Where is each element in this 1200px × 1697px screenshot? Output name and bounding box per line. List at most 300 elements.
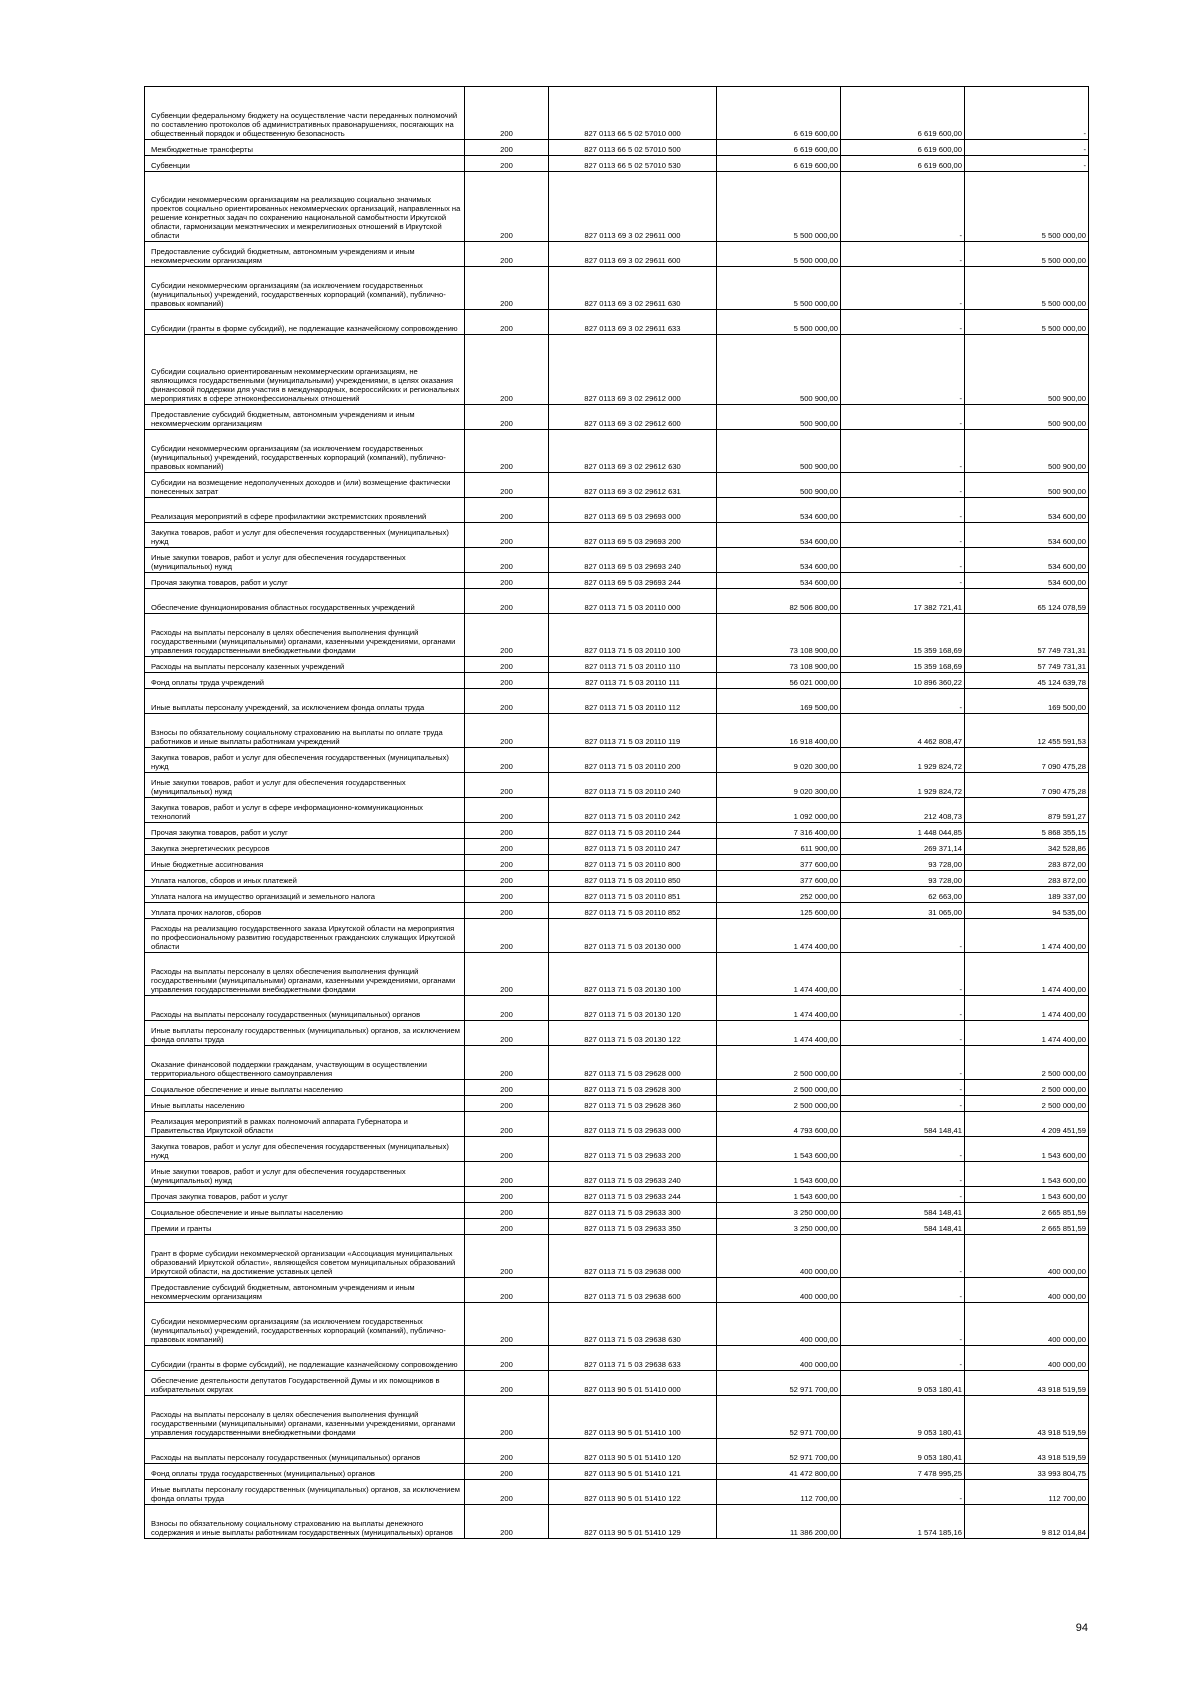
row-unexecuted-amount: 5 500 000,00 — [965, 242, 1089, 267]
row-budget-code: 827 0113 71 5 03 20110 244 — [549, 823, 717, 839]
row-unexecuted-amount: 283 872,00 — [965, 871, 1089, 887]
row-budget-code: 827 0113 69 5 03 29693 244 — [549, 573, 717, 589]
row-budget-code: 827 0113 71 5 03 20110 247 — [549, 839, 717, 855]
row-name: Оказание финансовой поддержки гражданам, участвующим в осуществлении территориального общественного самоуправления — [145, 1046, 465, 1080]
row-budget-code: 827 0113 69 3 02 29612 630 — [549, 430, 717, 473]
row-approved-amount: 16 918 400,00 — [717, 714, 841, 748]
row-unexecuted-amount: 2 500 000,00 — [965, 1080, 1089, 1096]
row-approved-amount: 377 600,00 — [717, 855, 841, 871]
row-budget-code: 827 0113 69 3 02 29612 600 — [549, 405, 717, 430]
row-executed-amount: - — [841, 1096, 965, 1112]
table-row — [145, 1396, 1089, 1439]
row-name: Субсидии некоммерческим организациям (за исключением государственных (муниципальных) учреждений, государственных корпораций (компаний), публично-правовых компаний) — [145, 1303, 465, 1346]
row-executed-amount: - — [841, 1021, 965, 1046]
row-line-code: 200 — [465, 714, 549, 748]
row-name: Расходы на выплаты персоналу государственных (муниципальных) органов — [145, 1439, 465, 1464]
row-unexecuted-amount: 2 500 000,00 — [965, 1046, 1089, 1080]
row-name: Прочая закупка товаров, работ и услуг — [145, 1187, 465, 1203]
row-executed-amount: - — [841, 919, 965, 953]
row-budget-code: 827 0113 71 5 03 20110 800 — [549, 855, 717, 871]
row-approved-amount: 112 700,00 — [717, 1480, 841, 1505]
row-executed-amount: - — [841, 430, 965, 473]
row-budget-code: 827 0113 69 5 03 29693 000 — [549, 498, 717, 523]
row-unexecuted-amount: 12 455 591,53 — [965, 714, 1089, 748]
row-line-code: 200 — [465, 996, 549, 1021]
row-approved-amount: 500 900,00 — [717, 430, 841, 473]
row-approved-amount: 1 543 600,00 — [717, 1162, 841, 1187]
row-name: Уплата налогов, сборов и иных платежей — [145, 871, 465, 887]
row-executed-amount: - — [841, 1480, 965, 1505]
row-budget-code: 827 0113 71 5 03 29628 360 — [549, 1096, 717, 1112]
table-row — [145, 773, 1089, 798]
row-name: Фонд оплаты труда государственных (муниципальных) органов — [145, 1464, 465, 1480]
table-row — [145, 172, 1089, 242]
row-unexecuted-amount: - — [965, 140, 1089, 156]
table-row — [145, 1303, 1089, 1346]
row-unexecuted-amount: 534 600,00 — [965, 523, 1089, 548]
row-line-code: 200 — [465, 871, 549, 887]
row-name: Иные закупки товаров, работ и услуг для обеспечения государственных (муниципальных) нужд — [145, 1162, 465, 1187]
row-name: Субвенции федеральному бюджету на осуществление части переданных полномочий по составлению протоколов об административных правонарушениях, посягающих на общественный порядок и общественную безопасность — [145, 87, 465, 140]
row-line-code: 200 — [465, 748, 549, 773]
row-line-code: 200 — [465, 1480, 549, 1505]
row-executed-amount: 15 359 168,69 — [841, 614, 965, 657]
row-name: Субвенции — [145, 156, 465, 172]
row-approved-amount: 1 474 400,00 — [717, 919, 841, 953]
row-executed-amount: - — [841, 1303, 965, 1346]
row-budget-code: 827 0113 71 5 03 20110 110 — [549, 657, 717, 673]
row-executed-amount: 93 728,00 — [841, 871, 965, 887]
table-row — [145, 919, 1089, 953]
row-name: Реализация мероприятий в сфере профилактики экстремистских проявлений — [145, 498, 465, 523]
row-unexecuted-amount: 169 500,00 — [965, 689, 1089, 714]
row-name: Расходы на выплаты персоналу в целях обеспечения выполнения функций государственными (муниципальными) органами, казенными учреждениями, органами управления государственными внебюджетными фондами — [145, 953, 465, 996]
row-executed-amount: - — [841, 1162, 965, 1187]
row-unexecuted-amount: 5 868 355,15 — [965, 823, 1089, 839]
row-line-code: 200 — [465, 953, 549, 996]
row-line-code: 200 — [465, 903, 549, 919]
row-unexecuted-amount: 43 918 519,59 — [965, 1371, 1089, 1396]
row-approved-amount: 2 500 000,00 — [717, 1080, 841, 1096]
row-budget-code: 827 0113 90 5 01 51410 129 — [549, 1505, 717, 1539]
row-approved-amount: 1 543 600,00 — [717, 1137, 841, 1162]
row-name: Фонд оплаты труда учреждений — [145, 673, 465, 689]
row-budget-code: 827 0113 90 5 01 51410 000 — [549, 1371, 717, 1396]
row-name: Субсидии на возмещение недополученных доходов и (или) возмещение фактически понесенных затрат — [145, 473, 465, 498]
row-name: Субсидии (гранты в форме субсидий), не подлежащие казначейскому сопровождению — [145, 1346, 465, 1371]
row-approved-amount: 11 386 200,00 — [717, 1505, 841, 1539]
table-row — [145, 1137, 1089, 1162]
row-budget-code: 827 0113 71 5 03 20110 112 — [549, 689, 717, 714]
row-line-code: 200 — [465, 573, 549, 589]
row-name: Субсидии некоммерческим организациям (за исключением государственных (муниципальных) учреждений, государственных корпораций (компаний), публично-правовых компаний) — [145, 267, 465, 310]
row-budget-code: 827 0113 71 5 03 20110 851 — [549, 887, 717, 903]
row-executed-amount: - — [841, 335, 965, 405]
row-name: Субсидии (гранты в форме субсидий), не подлежащие казначейскому сопровождению — [145, 310, 465, 335]
row-approved-amount: 56 021 000,00 — [717, 673, 841, 689]
row-unexecuted-amount: 33 993 804,75 — [965, 1464, 1089, 1480]
table-row — [145, 1046, 1089, 1080]
row-approved-amount: 9 020 300,00 — [717, 748, 841, 773]
row-approved-amount: 5 500 000,00 — [717, 242, 841, 267]
row-name: Субсидии социально ориентированным некоммерческим организациям, не являющимся государственными (муниципальными) учреждениями, в целях оказания финансовой поддержки для участия в международных, всероссийских и региональных мероприятиях в сфере этноконфессиональных отношений — [145, 335, 465, 405]
table-row — [145, 1112, 1089, 1137]
row-line-code: 200 — [465, 1080, 549, 1096]
table-row — [145, 589, 1089, 614]
row-executed-amount: 212 408,73 — [841, 798, 965, 823]
row-budget-code: 827 0113 69 5 03 29693 200 — [549, 523, 717, 548]
table-row — [145, 523, 1089, 548]
row-unexecuted-amount: 189 337,00 — [965, 887, 1089, 903]
row-budget-code: 827 0113 71 5 03 20110 111 — [549, 673, 717, 689]
row-unexecuted-amount: 2 665 851,59 — [965, 1219, 1089, 1235]
row-unexecuted-amount: 2 665 851,59 — [965, 1203, 1089, 1219]
row-budget-code: 827 0113 69 3 02 29612 000 — [549, 335, 717, 405]
row-budget-code: 827 0113 90 5 01 51410 120 — [549, 1439, 717, 1464]
row-name: Расходы на выплаты персоналу в целях обеспечения выполнения функций государственными (муниципальными) органами, казенными учреждениями, органами управления государственными внебюджетными фондами — [145, 1396, 465, 1439]
row-unexecuted-amount: 879 591,27 — [965, 798, 1089, 823]
row-approved-amount: 3 250 000,00 — [717, 1203, 841, 1219]
row-approved-amount: 169 500,00 — [717, 689, 841, 714]
row-budget-code: 827 0113 71 5 03 29633 000 — [549, 1112, 717, 1137]
row-budget-code: 827 0113 71 5 03 29638 630 — [549, 1303, 717, 1346]
row-unexecuted-amount: 534 600,00 — [965, 548, 1089, 573]
row-approved-amount: 6 619 600,00 — [717, 87, 841, 140]
row-budget-code: 827 0113 71 5 03 29633 240 — [549, 1162, 717, 1187]
row-executed-amount: - — [841, 267, 965, 310]
row-line-code: 200 — [465, 1219, 549, 1235]
table-row — [145, 887, 1089, 903]
table-row — [145, 310, 1089, 335]
row-executed-amount: - — [841, 405, 965, 430]
row-name: Обеспечение деятельности депутатов Государственной Думы и их помощников в избирательных округах — [145, 1371, 465, 1396]
row-line-code: 200 — [465, 1371, 549, 1396]
row-line-code: 200 — [465, 523, 549, 548]
row-line-code: 200 — [465, 1187, 549, 1203]
table-row — [145, 1203, 1089, 1219]
row-unexecuted-amount: 112 700,00 — [965, 1480, 1089, 1505]
row-approved-amount: 534 600,00 — [717, 548, 841, 573]
row-unexecuted-amount: 283 872,00 — [965, 855, 1089, 871]
row-executed-amount: - — [841, 996, 965, 1021]
row-executed-amount: 269 371,14 — [841, 839, 965, 855]
row-executed-amount: - — [841, 172, 965, 242]
row-name: Социальное обеспечение и иные выплаты населению — [145, 1203, 465, 1219]
table-row — [145, 1346, 1089, 1371]
row-unexecuted-amount: 1 474 400,00 — [965, 996, 1089, 1021]
row-line-code: 200 — [465, 589, 549, 614]
row-unexecuted-amount: 400 000,00 — [965, 1235, 1089, 1278]
row-line-code: 200 — [465, 430, 549, 473]
row-line-code: 200 — [465, 1235, 549, 1278]
row-executed-amount: 9 053 180,41 — [841, 1396, 965, 1439]
table-row — [145, 335, 1089, 405]
row-name: Грант в форме субсидии некоммерческой организации «Ассоциация муниципальных образований Иркутской области», являющейся советом муниципальных образований Иркутской области, на достижение уставных целей — [145, 1235, 465, 1278]
row-line-code: 200 — [465, 405, 549, 430]
row-line-code: 200 — [465, 839, 549, 855]
row-line-code: 200 — [465, 1162, 549, 1187]
row-unexecuted-amount: 5 500 000,00 — [965, 172, 1089, 242]
row-budget-code: 827 0113 69 3 02 29612 631 — [549, 473, 717, 498]
row-executed-amount: 1 574 185,16 — [841, 1505, 965, 1539]
row-line-code: 200 — [465, 1439, 549, 1464]
table-row — [145, 548, 1089, 573]
row-approved-amount: 5 500 000,00 — [717, 172, 841, 242]
row-approved-amount: 400 000,00 — [717, 1235, 841, 1278]
row-approved-amount: 82 506 800,00 — [717, 589, 841, 614]
row-unexecuted-amount: 5 500 000,00 — [965, 310, 1089, 335]
row-unexecuted-amount: 500 900,00 — [965, 473, 1089, 498]
table-row — [145, 1464, 1089, 1480]
row-line-code: 200 — [465, 919, 549, 953]
row-budget-code: 827 0113 90 5 01 51410 122 — [549, 1480, 717, 1505]
row-executed-amount: 10 896 360,22 — [841, 673, 965, 689]
row-line-code: 200 — [465, 1278, 549, 1303]
table-row — [145, 1439, 1089, 1464]
row-approved-amount: 6 619 600,00 — [717, 140, 841, 156]
row-line-code: 200 — [465, 673, 549, 689]
row-budget-code: 827 0113 71 5 03 20110 852 — [549, 903, 717, 919]
row-unexecuted-amount: 500 900,00 — [965, 405, 1089, 430]
row-name: Предоставление субсидий бюджетным, автономным учреждениям и иным некоммерческим организациям — [145, 242, 465, 267]
row-line-code: 200 — [465, 310, 549, 335]
table-row — [145, 748, 1089, 773]
table-row — [145, 823, 1089, 839]
row-budget-code: 827 0113 71 5 03 29633 244 — [549, 1187, 717, 1203]
row-name: Расходы на выплаты персоналу государственных (муниципальных) органов — [145, 996, 465, 1021]
row-executed-amount: 1 929 824,72 — [841, 748, 965, 773]
row-name: Закупка товаров, работ и услуг в сфере информационно-коммуникационных технологий — [145, 798, 465, 823]
row-approved-amount: 252 000,00 — [717, 887, 841, 903]
row-approved-amount: 6 619 600,00 — [717, 156, 841, 172]
row-name: Иные выплаты персоналу государственных (муниципальных) органов, за исключением фонда оплаты труда — [145, 1021, 465, 1046]
row-name: Прочая закупка товаров, работ и услуг — [145, 823, 465, 839]
row-name: Закупка товаров, работ и услуг для обеспечения государственных (муниципальных) нужд — [145, 523, 465, 548]
row-budget-code: 827 0113 69 3 02 29611 000 — [549, 172, 717, 242]
row-line-code: 200 — [465, 473, 549, 498]
row-budget-code: 827 0113 71 5 03 20130 000 — [549, 919, 717, 953]
row-approved-amount: 41 472 800,00 — [717, 1464, 841, 1480]
row-name: Реализация мероприятий в рамках полномочий аппарата Губернатора и Правительства Иркутской области — [145, 1112, 465, 1137]
row-line-code: 200 — [465, 773, 549, 798]
row-name: Иные бюджетные ассигнования — [145, 855, 465, 871]
row-line-code: 200 — [465, 1396, 549, 1439]
row-executed-amount: 6 619 600,00 — [841, 156, 965, 172]
row-budget-code: 827 0113 71 5 03 20110 200 — [549, 748, 717, 773]
row-line-code: 200 — [465, 1464, 549, 1480]
row-approved-amount: 9 020 300,00 — [717, 773, 841, 798]
row-line-code: 200 — [465, 242, 549, 267]
row-line-code: 200 — [465, 1505, 549, 1539]
row-name: Закупка товаров, работ и услуг для обеспечения государственных (муниципальных) нужд — [145, 748, 465, 773]
row-executed-amount: - — [841, 1137, 965, 1162]
row-executed-amount: - — [841, 1235, 965, 1278]
row-budget-code: 827 0113 71 5 03 29633 200 — [549, 1137, 717, 1162]
row-approved-amount: 500 900,00 — [717, 335, 841, 405]
row-unexecuted-amount: 7 090 475,28 — [965, 748, 1089, 773]
row-name: Премии и гранты — [145, 1219, 465, 1235]
row-approved-amount: 3 250 000,00 — [717, 1219, 841, 1235]
row-executed-amount: - — [841, 1046, 965, 1080]
row-line-code: 200 — [465, 267, 549, 310]
row-line-code: 200 — [465, 548, 549, 573]
table-row — [145, 140, 1089, 156]
row-name: Взносы по обязательному социальному страхованию на выплаты по оплате труда работников и иные выплаты работникам учреждений — [145, 714, 465, 748]
row-approved-amount: 4 793 600,00 — [717, 1112, 841, 1137]
row-approved-amount: 73 108 900,00 — [717, 614, 841, 657]
row-line-code: 200 — [465, 798, 549, 823]
row-budget-code: 827 0113 71 5 03 20130 100 — [549, 953, 717, 996]
row-budget-code: 827 0113 69 3 02 29611 630 — [549, 267, 717, 310]
row-line-code: 200 — [465, 887, 549, 903]
row-line-code: 200 — [465, 1021, 549, 1046]
row-line-code: 200 — [465, 614, 549, 657]
table-row — [145, 87, 1089, 140]
table-row — [145, 614, 1089, 657]
row-line-code: 200 — [465, 498, 549, 523]
row-approved-amount: 400 000,00 — [717, 1303, 841, 1346]
row-line-code: 200 — [465, 1203, 549, 1219]
row-line-code: 200 — [465, 855, 549, 871]
row-approved-amount: 5 500 000,00 — [717, 310, 841, 335]
row-line-code: 200 — [465, 1046, 549, 1080]
row-unexecuted-amount: - — [965, 156, 1089, 172]
row-approved-amount: 1 474 400,00 — [717, 996, 841, 1021]
row-line-code: 200 — [465, 156, 549, 172]
row-budget-code: 827 0113 66 5 02 57010 500 — [549, 140, 717, 156]
row-name: Социальное обеспечение и иные выплаты населению — [145, 1080, 465, 1096]
row-executed-amount: 584 148,41 — [841, 1219, 965, 1235]
row-budget-code: 827 0113 69 5 03 29693 240 — [549, 548, 717, 573]
row-executed-amount: 584 148,41 — [841, 1112, 965, 1137]
row-approved-amount: 125 600,00 — [717, 903, 841, 919]
row-executed-amount: 31 065,00 — [841, 903, 965, 919]
row-line-code: 200 — [465, 172, 549, 242]
row-unexecuted-amount: 400 000,00 — [965, 1346, 1089, 1371]
row-unexecuted-amount: 9 812 014,84 — [965, 1505, 1089, 1539]
table-row — [145, 1235, 1089, 1278]
row-executed-amount: - — [841, 1187, 965, 1203]
row-line-code: 200 — [465, 1112, 549, 1137]
row-approved-amount: 73 108 900,00 — [717, 657, 841, 673]
row-executed-amount: 1 448 044,85 — [841, 823, 965, 839]
table-row — [145, 405, 1089, 430]
row-approved-amount: 5 500 000,00 — [717, 267, 841, 310]
table-row — [145, 1187, 1089, 1203]
table-row — [145, 673, 1089, 689]
row-name: Взносы по обязательному социальному страхованию на выплаты денежного содержания и иные выплаты работникам государственных (муниципальных) органов — [145, 1505, 465, 1539]
row-budget-code: 827 0113 71 5 03 20110 100 — [549, 614, 717, 657]
row-name: Закупка товаров, работ и услуг для обеспечения государственных (муниципальных) нужд — [145, 1137, 465, 1162]
row-name: Иные выплаты персоналу учреждений, за исключением фонда оплаты труда — [145, 689, 465, 714]
row-name: Предоставление субсидий бюджетным, автономным учреждениям и иным некоммерческим организациям — [145, 1278, 465, 1303]
row-executed-amount: - — [841, 689, 965, 714]
row-unexecuted-amount: 94 535,00 — [965, 903, 1089, 919]
row-unexecuted-amount: 1 474 400,00 — [965, 919, 1089, 953]
row-executed-amount: 6 619 600,00 — [841, 87, 965, 140]
table-row — [145, 1080, 1089, 1096]
table-row — [145, 573, 1089, 589]
row-unexecuted-amount: 57 749 731,31 — [965, 614, 1089, 657]
row-unexecuted-amount: 1 543 600,00 — [965, 1162, 1089, 1187]
row-budget-code: 827 0113 69 3 02 29611 633 — [549, 310, 717, 335]
row-unexecuted-amount: 500 900,00 — [965, 430, 1089, 473]
row-budget-code: 827 0113 90 5 01 51410 100 — [549, 1396, 717, 1439]
table-row — [145, 1162, 1089, 1187]
row-approved-amount: 500 900,00 — [717, 473, 841, 498]
table-row — [145, 714, 1089, 748]
row-line-code: 200 — [465, 87, 549, 140]
row-name: Иные закупки товаров, работ и услуг для обеспечения государственных (муниципальных) нужд — [145, 548, 465, 573]
row-unexecuted-amount: 500 900,00 — [965, 335, 1089, 405]
row-approved-amount: 534 600,00 — [717, 498, 841, 523]
row-budget-code: 827 0113 71 5 03 29633 300 — [549, 1203, 717, 1219]
row-unexecuted-amount: 342 528,86 — [965, 839, 1089, 855]
table-row — [145, 798, 1089, 823]
row-unexecuted-amount: 1 543 600,00 — [965, 1187, 1089, 1203]
row-approved-amount: 52 971 700,00 — [717, 1371, 841, 1396]
table-row — [145, 1480, 1089, 1505]
row-name: Иные закупки товаров, работ и услуг для обеспечения государственных (муниципальных) нужд — [145, 773, 465, 798]
table-row — [145, 473, 1089, 498]
row-budget-code: 827 0113 71 5 03 20130 120 — [549, 996, 717, 1021]
row-executed-amount: 1 929 824,72 — [841, 773, 965, 798]
row-approved-amount: 534 600,00 — [717, 523, 841, 548]
row-unexecuted-amount: 43 918 519,59 — [965, 1439, 1089, 1464]
row-name: Субсидии некоммерческим организациям (за исключением государственных (муниципальных) учреждений, государственных корпораций (компаний), публично-правовых компаний) — [145, 430, 465, 473]
row-line-code: 200 — [465, 1346, 549, 1371]
row-approved-amount: 400 000,00 — [717, 1278, 841, 1303]
row-approved-amount: 377 600,00 — [717, 871, 841, 887]
row-approved-amount: 2 500 000,00 — [717, 1046, 841, 1080]
table-row — [145, 953, 1089, 996]
row-unexecuted-amount: 1 474 400,00 — [965, 1021, 1089, 1046]
row-name: Предоставление субсидий бюджетным, автономным учреждениям и иным некоммерческим организациям — [145, 405, 465, 430]
row-executed-amount: - — [841, 242, 965, 267]
row-executed-amount: - — [841, 310, 965, 335]
row-executed-amount: - — [841, 1278, 965, 1303]
row-name: Межбюджетные трансферты — [145, 140, 465, 156]
row-unexecuted-amount: 43 918 519,59 — [965, 1396, 1089, 1439]
row-approved-amount: 52 971 700,00 — [717, 1439, 841, 1464]
row-approved-amount: 52 971 700,00 — [717, 1396, 841, 1439]
row-name: Прочая закупка товаров, работ и услуг — [145, 573, 465, 589]
row-executed-amount: - — [841, 548, 965, 573]
row-line-code: 200 — [465, 1303, 549, 1346]
row-name: Иные выплаты населению — [145, 1096, 465, 1112]
table-row — [145, 498, 1089, 523]
row-approved-amount: 7 316 400,00 — [717, 823, 841, 839]
row-budget-code: 827 0113 71 5 03 20110 240 — [549, 773, 717, 798]
row-budget-code: 827 0113 71 5 03 20110 850 — [549, 871, 717, 887]
row-executed-amount: 6 619 600,00 — [841, 140, 965, 156]
row-budget-code: 827 0113 71 5 03 29638 633 — [549, 1346, 717, 1371]
table-row — [145, 1278, 1089, 1303]
table-row — [145, 1219, 1089, 1235]
row-budget-code: 827 0113 69 3 02 29611 600 — [549, 242, 717, 267]
table-row — [145, 855, 1089, 871]
budget-table — [144, 86, 1089, 1539]
table-row — [145, 242, 1089, 267]
row-budget-code: 827 0113 71 5 03 29628 000 — [549, 1046, 717, 1080]
row-name: Иные выплаты персоналу государственных (муниципальных) органов, за исключением фонда оплаты труда — [145, 1480, 465, 1505]
row-budget-code: 827 0113 71 5 03 29638 600 — [549, 1278, 717, 1303]
row-budget-code: 827 0113 71 5 03 20110 242 — [549, 798, 717, 823]
row-executed-amount: 584 148,41 — [841, 1203, 965, 1219]
row-approved-amount: 400 000,00 — [717, 1346, 841, 1371]
row-budget-code: 827 0113 71 5 03 29638 000 — [549, 1235, 717, 1278]
table-row — [145, 156, 1089, 172]
